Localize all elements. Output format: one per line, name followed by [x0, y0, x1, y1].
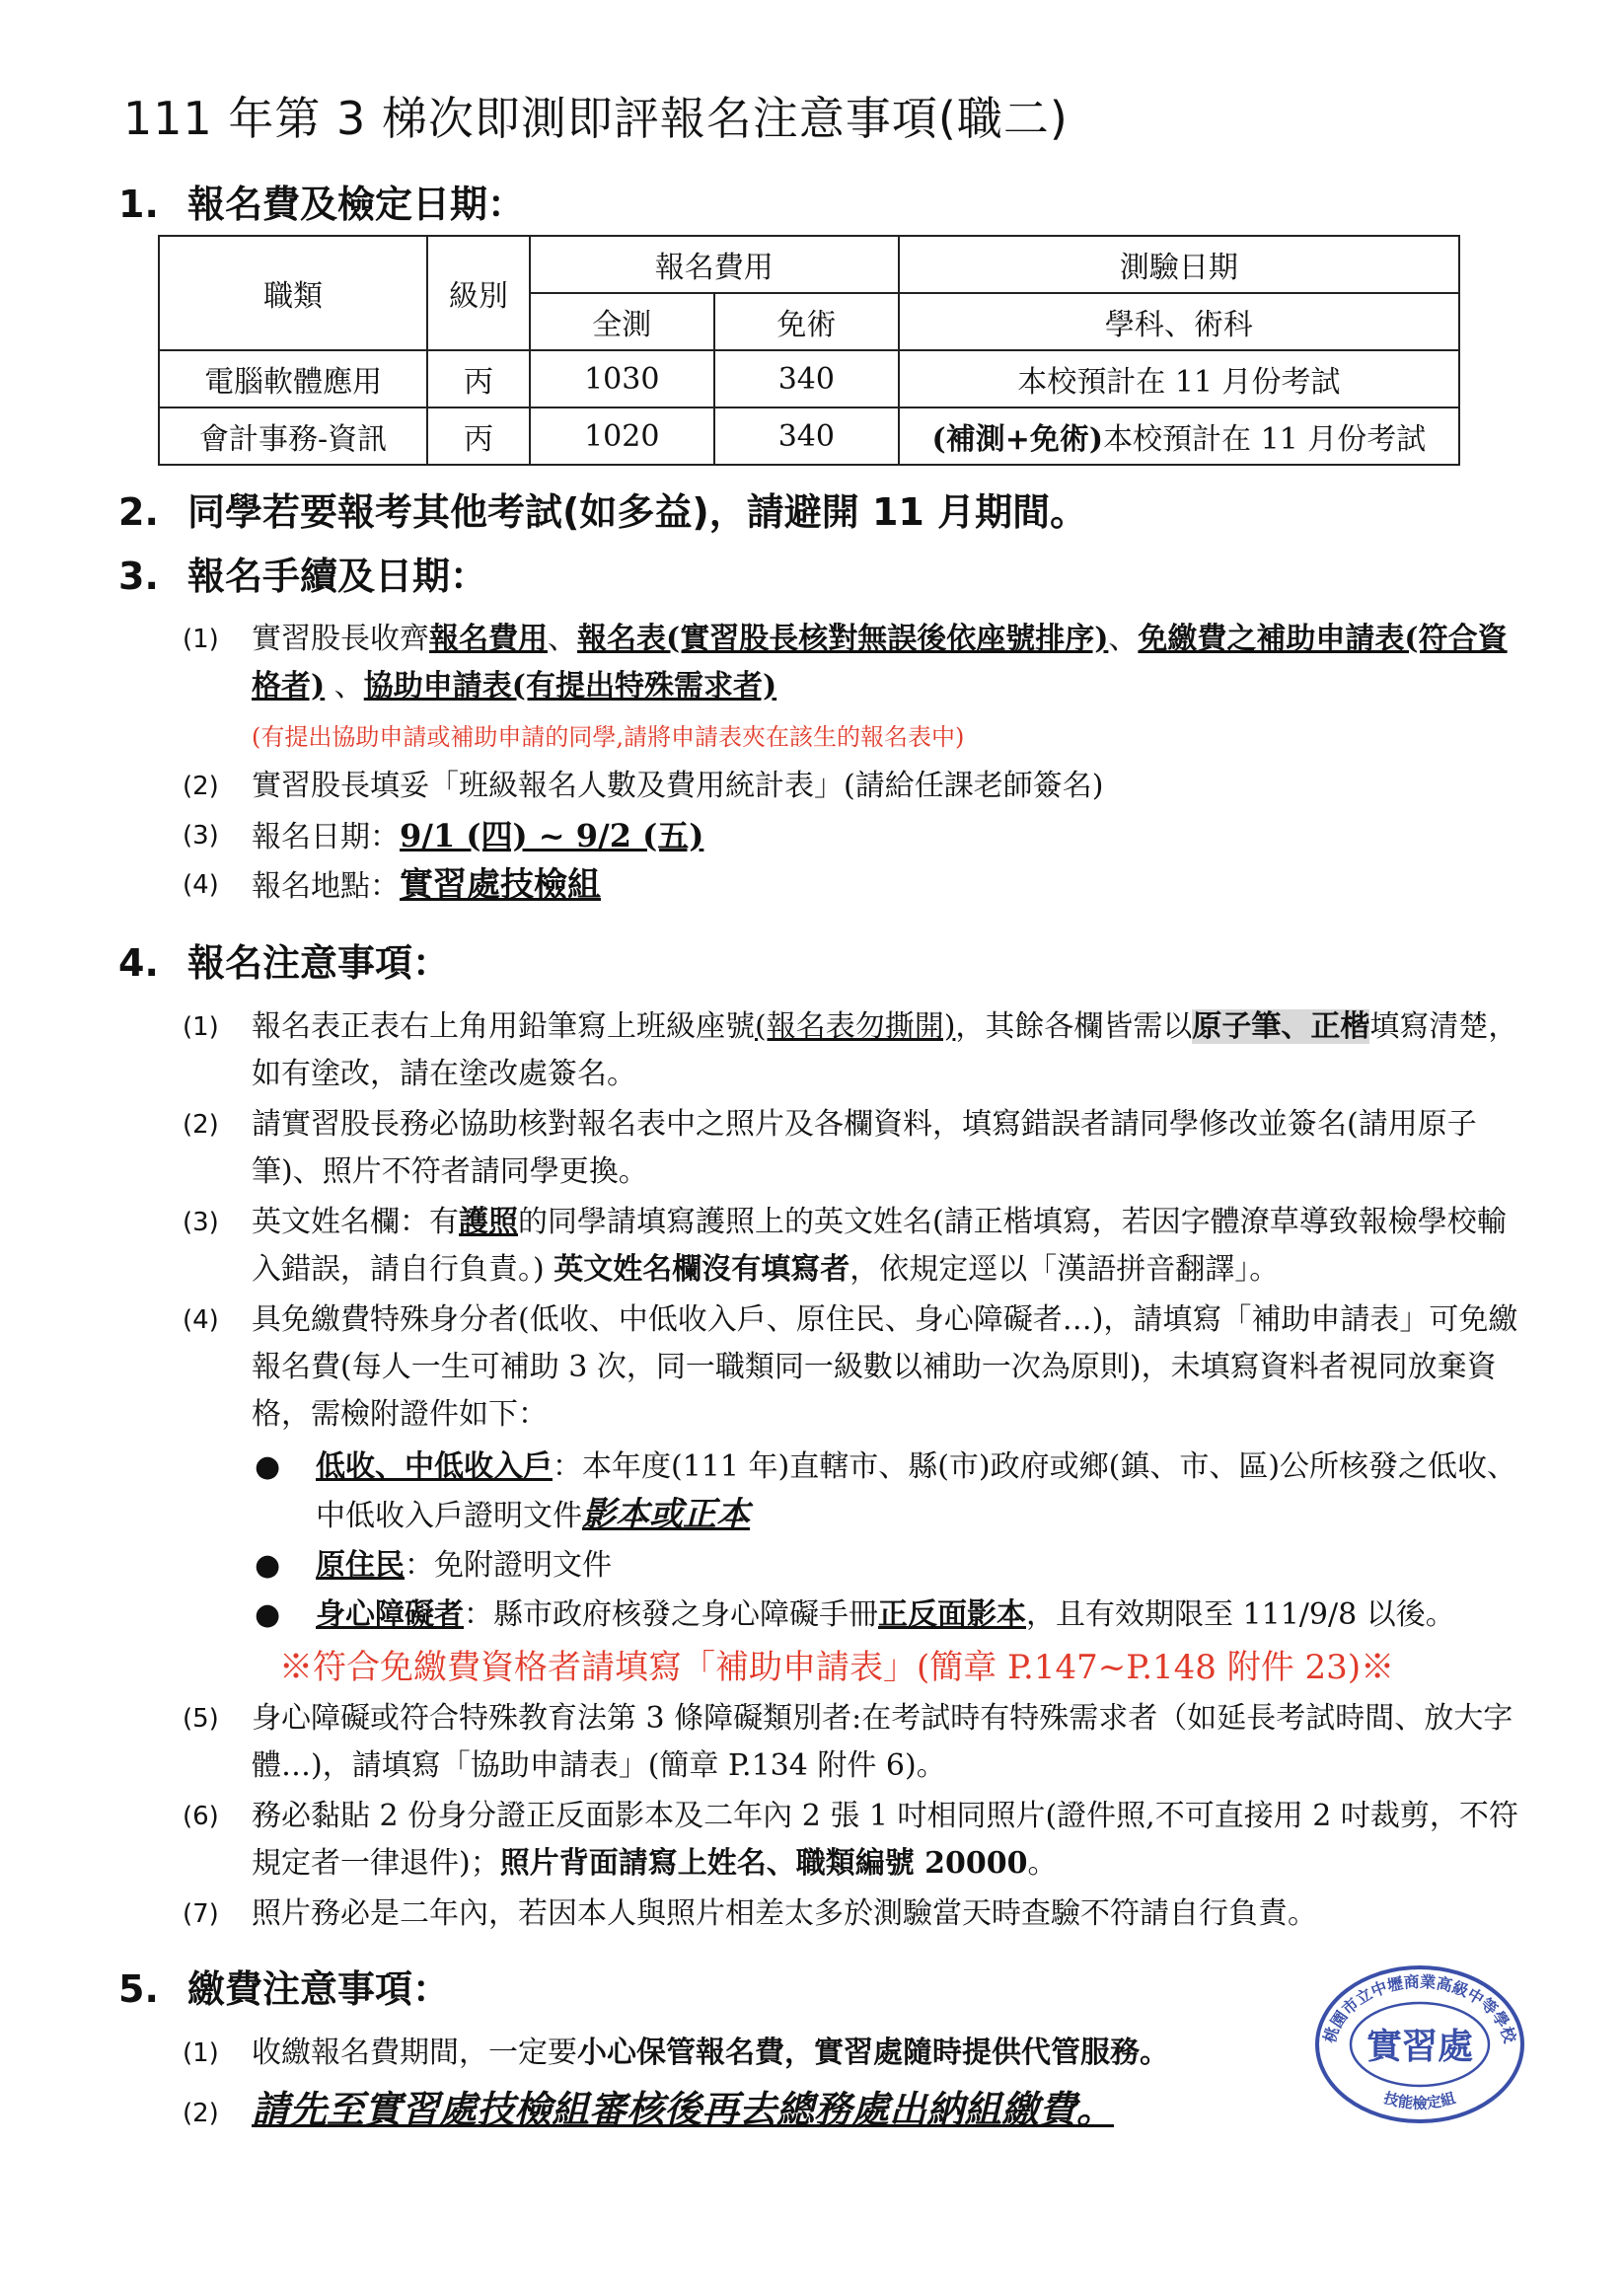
item-text	[252, 616, 1524, 710]
text-run: 、	[548, 622, 577, 656]
header-exempt: 免術	[714, 293, 899, 350]
text-run: 收繳報名費期間，一定要	[252, 2036, 577, 2070]
stamp-seal-icon	[1312, 1963, 1527, 2125]
bullet-text	[316, 1444, 1539, 1540]
text-run: 英文姓名欄：有	[252, 1205, 459, 1239]
bullet-text	[316, 1542, 1539, 1590]
item-text	[252, 1003, 1524, 1098]
text-run: 報名表(實習股長核對無誤後依座號排序)	[577, 622, 1109, 656]
item-number: (4)	[183, 1305, 219, 1335]
cell-level: 丙	[427, 407, 529, 465]
text-run: 身心障礙者	[316, 1597, 464, 1632]
section-number: 5.	[118, 1967, 159, 2011]
text-run: ，依規定逕以「漢語拼音翻譯」。	[849, 1252, 1280, 1287]
text-run: 報名費用	[429, 622, 548, 656]
cell-level: 丙	[427, 350, 529, 407]
school-stamp	[1312, 1963, 1527, 2125]
section-2-heading	[118, 481, 1087, 536]
text-run: 報名日期：	[252, 820, 400, 854]
text-run: 照片背面請寫上姓名、職類編號 20000	[499, 1846, 1028, 1881]
section-1-heading	[118, 174, 525, 228]
red-note: (有提出協助申請或補助申請的同學,請將申請表夾在該生的報名表中)	[252, 723, 965, 751]
header-fee: 報名費用	[530, 236, 899, 293]
text-run: ：免附證明文件	[405, 1548, 612, 1583]
item-text	[252, 1199, 1524, 1294]
item-number: (1)	[183, 2038, 219, 2068]
item-text: 照片務必是二年內，若因本人與照片相差太多於測驗當天時查驗不符請自行負責。	[252, 1896, 1317, 1931]
table-row	[159, 407, 1459, 465]
item-text	[252, 812, 1524, 861]
text-run: 、	[325, 669, 364, 704]
text-run: 護照	[459, 1205, 518, 1239]
text-run: 報名地點：	[252, 869, 400, 904]
cell-full: 1030	[530, 350, 714, 407]
text-run: 原住民	[316, 1548, 405, 1583]
stamp-ring-top: 桃園市立中壢商業高級中等學校	[1319, 1971, 1520, 2045]
table-row	[159, 350, 1459, 407]
item-text: 請實習股長務必協助核對報名表中之照片及各欄資料，填寫錯誤者請同學修改並簽名(請用原子筆)、照片不符者請同學更換。	[252, 1107, 1477, 1189]
fee-table	[158, 235, 1460, 466]
cell-category: 會計事務-資訊	[159, 407, 427, 465]
cell-exempt: 340	[714, 407, 899, 465]
item-number: (2)	[183, 1110, 219, 1140]
text-run: 報名表正表右上角用鉛筆寫上班級座號	[252, 1009, 755, 1044]
text-run: 低收、中低收入戶	[316, 1449, 553, 1484]
header-category: 職類	[159, 236, 427, 350]
bullet-dot: ●	[255, 1548, 281, 1583]
item-number: (4)	[183, 870, 219, 900]
stamp-center: 實習處	[1366, 2026, 1474, 2067]
section-number: 3.	[118, 555, 159, 598]
item-number: (2)	[183, 2099, 219, 2128]
section-title: 同學若要報考其他考試(如多益)，請避開 11 月期間。	[187, 490, 1088, 534]
text-run: 。	[1027, 1846, 1058, 1881]
item-text	[252, 861, 1524, 911]
text-run: ：縣市政府核發之身心障礙手冊	[464, 1597, 878, 1632]
cell-date	[899, 407, 1459, 465]
text-run: 正反面影本	[878, 1597, 1026, 1632]
item-number: (3)	[183, 821, 219, 851]
text-run: ：本年度(111 年)直轄市、縣(市)政府或鄉(鎮、市、區)公所核發之低收、中低收入戶證明文件	[316, 1449, 1517, 1533]
item-text	[252, 2030, 1297, 2077]
text-run: ，且有效期限至 111/9/8 以後。	[1026, 1597, 1455, 1632]
header-full: 全測	[530, 293, 714, 350]
date-text: 本校預計在 11 月份考試	[1103, 422, 1427, 457]
text-run: 填寫清楚，如有塗改，請在塗改處簽名。	[252, 1009, 1518, 1091]
section-title: 報名注意事項：	[187, 941, 451, 985]
date-value: 9/1 (四) ~ 9/2 (五)	[400, 817, 704, 854]
item-number: (2)	[183, 772, 219, 801]
exemption-notice: ※符合免繳費資格者請填寫「補助申請表」(簡章 P.147~P.148 附件 23)※	[279, 1648, 1395, 1687]
item-text: 具免繳費特殊身分者(低收、中低收入戶、原住民、身心障礙者…)，請填寫「補助申請表」可免繳報名費(每人一生可補助 3 次，同一職類同一級數以補助一次為原則)，未填寫資料者視同放棄資格，需檢附證件如下：	[252, 1302, 1518, 1432]
item-text: 實習股長填妥「班級報名人數及費用統計表」(請給任課老師簽名)	[252, 769, 1104, 803]
text-run: 的同學請填寫護照上的英文姓名(請正楷填寫，若因字體潦草導致報檢學校輸入錯誤，請自行負責。)	[252, 1205, 1507, 1287]
bullet-dot: ●	[255, 1449, 281, 1484]
section-number: 4.	[118, 941, 159, 985]
location-value: 實習處技檢組	[400, 865, 601, 905]
text-run: 免繳費之補助申請表(符合資格者)	[252, 622, 1508, 704]
item-number: (1)	[183, 1012, 219, 1042]
item-text: 身心障礙或符合特殊教育法第 3 條障礙類別者:在考試時有特殊需求者（如延長考試時間、放大字體…)，請填寫「協助申請表」(簡章 P.134 附件 6)。	[252, 1701, 1513, 1783]
item-text: 請先至實習處技檢組審核後再去總務處出納組繳費。	[252, 2087, 1115, 2131]
item-number: (7)	[183, 1899, 219, 1929]
section-5-heading	[118, 1959, 450, 2013]
header-subjects: 學科、術科	[899, 293, 1459, 350]
section-number: 2.	[118, 490, 159, 534]
text-run: 協助申請表(有提出特殊需求者)	[363, 669, 777, 704]
section-4-heading	[118, 932, 450, 987]
section-title: 繳費注意事項：	[187, 1967, 451, 2011]
item-number: (1)	[183, 625, 219, 654]
item-number: (3)	[183, 1208, 219, 1237]
stamp-ring-bottom: 技能檢定組	[1381, 2089, 1458, 2112]
date-prefix: (補測+免術)	[931, 422, 1104, 457]
item-text	[252, 1793, 1524, 1888]
text-run: 英文姓名欄沒有填寫者	[554, 1252, 850, 1287]
cell-date	[899, 350, 1459, 407]
text-run: 小心保管報名費，實習處隨時提供代管服務。	[577, 2036, 1169, 2070]
item-number: (5)	[183, 1704, 219, 1734]
item-number: (6)	[183, 1802, 219, 1831]
svg-text:技能檢定組	[1381, 2089, 1458, 2112]
text-run: 實習股長收齊	[252, 622, 429, 656]
date-text: 本校預計在 11 月份考試	[1017, 365, 1341, 400]
cell-exempt: 340	[714, 350, 899, 407]
document-title: 111 年第 3 梯次即測即評報名注意事項(職二)	[123, 92, 1069, 145]
text-run: 原子筆、正楷	[1192, 1009, 1370, 1044]
section-number: 1.	[118, 183, 159, 226]
section-3-heading	[118, 546, 487, 600]
text-run: 影本或正本	[582, 1495, 750, 1534]
header-level: 級別	[427, 236, 529, 350]
cell-full: 1020	[530, 407, 714, 465]
bullet-text	[316, 1592, 1539, 1639]
section-title: 報名手續及日期：	[187, 555, 488, 598]
text-run: (報名表勿撕開)	[755, 1009, 956, 1044]
text-run: 、	[1108, 622, 1139, 656]
text-run: 務必黏貼 2 份身分證正反面影本及二年內 2 張 1 吋相同照片(證件照,不可直接用 2 吋裁剪，不符規定者一律退件)；	[252, 1799, 1518, 1881]
header-test-date: 測驗日期	[899, 236, 1459, 293]
text-run: ，其餘各欄皆需以	[955, 1009, 1193, 1044]
section-title: 報名費及檢定日期：	[187, 183, 526, 226]
cell-category: 電腦軟體應用	[159, 350, 427, 407]
bullet-dot: ●	[255, 1597, 281, 1632]
